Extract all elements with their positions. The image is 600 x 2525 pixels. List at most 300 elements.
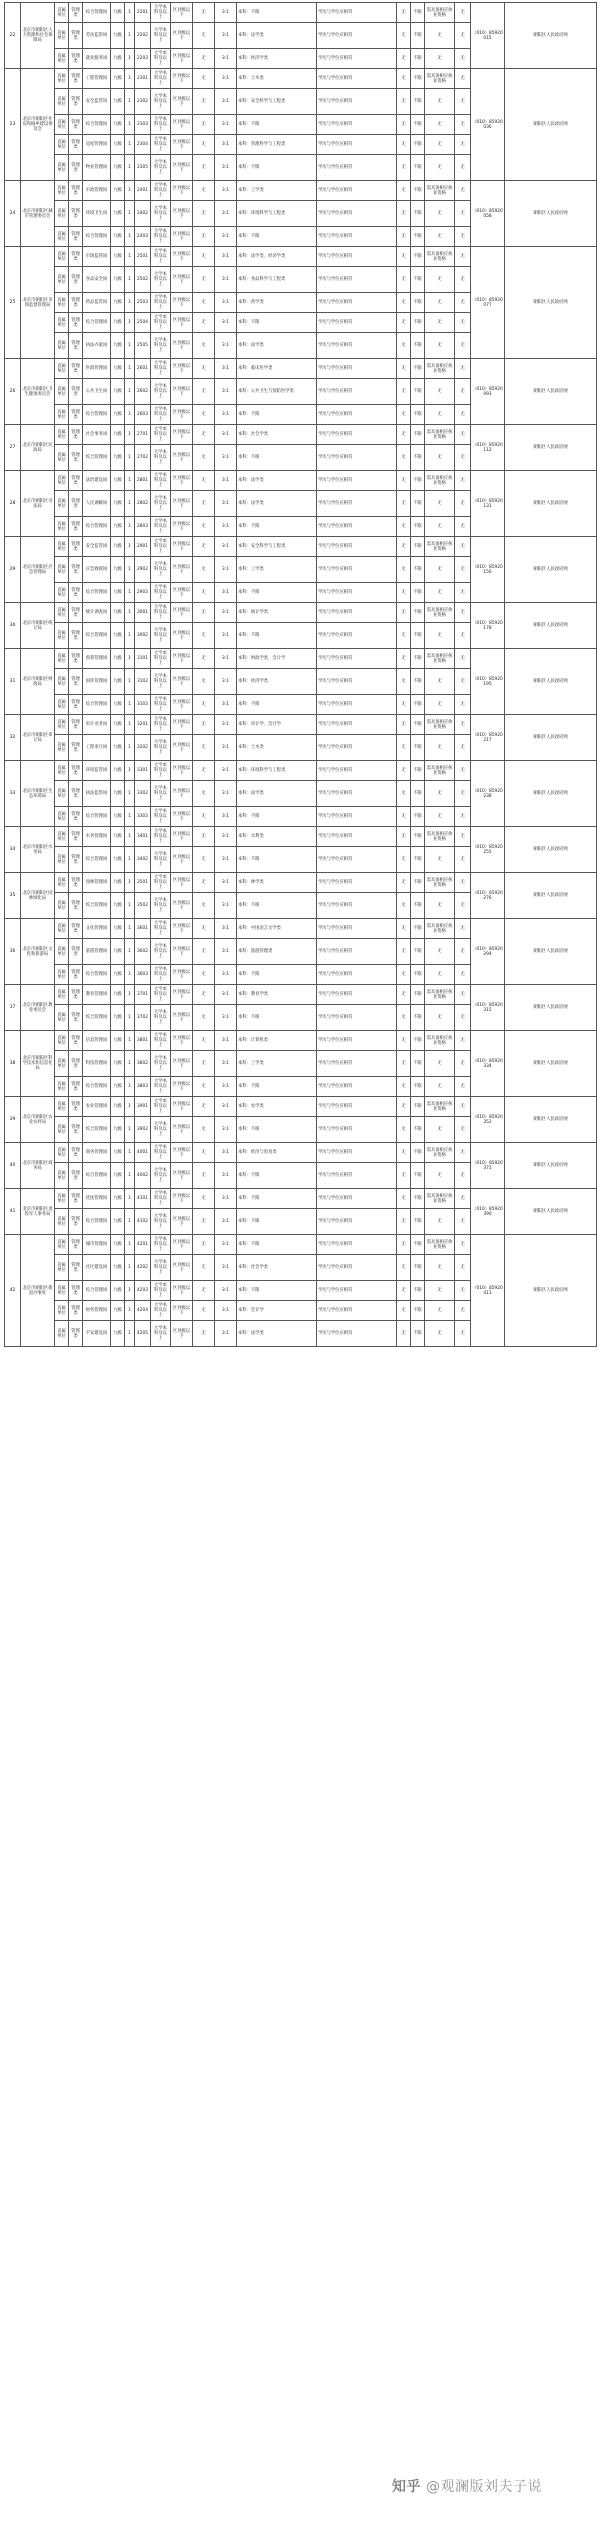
experience-cell: 无 <box>397 517 411 537</box>
major-prefix: 本科： <box>238 366 251 371</box>
ratio-cell: 3:1 <box>215 313 237 333</box>
website-cell: 朝阳区人民政府网 <box>505 425 597 471</box>
position-cell: 综合管理岗 <box>83 517 111 537</box>
agency-cell: 北京市朝阳区卫生健康委员会 <box>21 359 55 425</box>
degree-cell: 学历与学位应相符 <box>317 23 397 49</box>
test-cell: 无 <box>455 267 471 293</box>
position-cell: 综合管理岗 <box>83 847 111 873</box>
education-cell: 大学本科及以上 <box>151 1189 171 1209</box>
major-cell <box>237 893 317 919</box>
degree-cell: 学历与学位应相符 <box>317 247 397 267</box>
level-cell: 管理类 <box>69 201 83 227</box>
major-text: 安全科学与工程类 <box>250 544 286 549</box>
education-cell: 大学本科及以上 <box>151 761 171 781</box>
politics-cell: 无 <box>193 1143 215 1163</box>
politics-cell: 无 <box>193 1051 215 1077</box>
position-cell: 水务管理岗 <box>83 827 111 847</box>
unit-cell: 直属单位 <box>55 1005 69 1031</box>
table-row <box>5 715 597 735</box>
agency-cell: 北京市朝阳区农业农村局 <box>21 1097 55 1143</box>
degree-cell: 学历与学位应相符 <box>317 405 397 425</box>
major-prefix: 本科： <box>238 76 251 81</box>
experience-cell: 无 <box>397 965 411 985</box>
note-cell: 无 <box>425 1051 455 1077</box>
major-prefix: 本科： <box>238 992 251 997</box>
extra-cell: 不限 <box>411 227 425 247</box>
level-cell: 管理类 <box>69 715 83 735</box>
major-text: 旅游管理类 <box>250 949 273 954</box>
position-code-cell: 2401 <box>135 181 151 201</box>
level-cell: 管理类 <box>69 293 83 313</box>
experience-cell: 无 <box>397 715 411 735</box>
politics-cell: 无 <box>193 115 215 135</box>
position-cell: 综合管理岗 <box>83 313 111 333</box>
headcount-cell: 1 <box>125 761 135 781</box>
degree-cell: 学历与学位应相符 <box>317 735 397 761</box>
test-cell: 无 <box>455 1005 471 1031</box>
unit-cell: 直属单位 <box>55 227 69 247</box>
degree-cell: 学历与学位应相符 <box>317 939 397 965</box>
note-cell: 无 <box>425 623 455 649</box>
unit-cell: 直属单位 <box>55 247 69 267</box>
major-prefix: 本科： <box>238 277 251 282</box>
headcount-cell: 1 <box>125 379 135 405</box>
position-code-cell: 4002 <box>135 1163 151 1189</box>
headcount-cell: 1 <box>125 603 135 623</box>
degree-cell: 学历与学位应相符 <box>317 491 397 517</box>
major-prefix: 本科： <box>238 300 251 305</box>
major-text: 不限 <box>250 702 260 707</box>
extra-cell: 不限 <box>411 201 425 227</box>
grade-cell: 九级 <box>111 537 125 557</box>
ratio-cell: 3:1 <box>215 919 237 939</box>
phone-cell: （010）85920195 <box>471 649 505 715</box>
education-cell: 大学本科及以上 <box>151 471 171 491</box>
phone-cell: （010）85920371 <box>471 1143 505 1189</box>
level-cell: 管理类 <box>69 517 83 537</box>
extra-cell: 不限 <box>411 761 425 781</box>
ratio-cell: 3:1 <box>215 807 237 827</box>
position-code-cell: 3803 <box>135 1077 151 1097</box>
website-cell: 朝阳区人民政府网 <box>505 919 597 985</box>
headcount-cell: 1 <box>125 1301 135 1321</box>
group-number-cell: 24 <box>5 181 21 247</box>
unit-cell: 直属单位 <box>55 847 69 873</box>
education-cell: 大学本科及以上 <box>151 939 171 965</box>
position-code-cell: 4205 <box>135 1321 151 1347</box>
agency-cell: 北京市朝阳区司法局 <box>21 471 55 537</box>
major-cell <box>237 379 317 405</box>
note-cell: 需具备相应执业资格 <box>425 761 455 781</box>
ratio-cell: 3:1 <box>215 247 237 267</box>
ratio-cell: 3:1 <box>215 695 237 715</box>
extra-cell: 不限 <box>411 49 425 69</box>
headcount-cell: 1 <box>125 847 135 873</box>
unit-cell: 直属单位 <box>55 293 69 313</box>
grade-cell: 九级 <box>111 1235 125 1255</box>
position-code-cell: 3902 <box>135 1117 151 1143</box>
major-text: 不限 <box>250 1015 260 1020</box>
major-text: 公共卫生与预防医学类 <box>250 389 294 394</box>
district-cell: 区县级以下 <box>171 557 193 583</box>
experience-cell: 无 <box>397 247 411 267</box>
ratio-cell: 3:1 <box>215 1301 237 1321</box>
note-cell: 无 <box>425 517 455 537</box>
level-cell: 管理类 <box>69 379 83 405</box>
ratio-cell: 3:1 <box>215 1163 237 1189</box>
headcount-cell: 1 <box>125 3 135 23</box>
position-code-cell: 4001 <box>135 1143 151 1163</box>
unit-cell: 直属单位 <box>55 695 69 715</box>
politics-cell: 无 <box>193 89 215 115</box>
note-cell: 无 <box>425 735 455 761</box>
extra-cell: 不限 <box>411 135 425 155</box>
phone-cell: （010）85920058 <box>471 181 505 247</box>
position-code-cell: 3602 <box>135 939 151 965</box>
grade-cell: 九级 <box>111 247 125 267</box>
level-cell: 管理类 <box>69 985 83 1005</box>
position-code-cell: 4102 <box>135 1209 151 1235</box>
education-cell: 大学本科及以上 <box>151 69 171 89</box>
major-text: 农学类 <box>250 1104 264 1109</box>
major-prefix: 本科： <box>238 122 251 127</box>
unit-cell: 直属单位 <box>55 201 69 227</box>
experience-cell: 无 <box>397 1255 411 1281</box>
education-cell: 大学本科及以上 <box>151 23 171 49</box>
note-cell: 需具备相应执业资格 <box>425 919 455 939</box>
experience-cell: 无 <box>397 1031 411 1051</box>
education-cell: 大学本科及以上 <box>151 445 171 471</box>
extra-cell: 不限 <box>411 247 425 267</box>
headcount-cell: 1 <box>125 919 135 939</box>
test-cell: 无 <box>455 873 471 893</box>
position-cell: 综合管理岗 <box>83 893 111 919</box>
district-cell: 区县级以下 <box>171 333 193 359</box>
unit-cell: 直属单位 <box>55 181 69 201</box>
level-cell: 管理类 <box>69 23 83 49</box>
unit-cell: 直属单位 <box>55 3 69 23</box>
position-code-cell: 3501 <box>135 873 151 893</box>
position-code-cell: 3702 <box>135 1005 151 1031</box>
agency-cell: 北京市朝阳区科学技术和信息化局 <box>21 1031 55 1097</box>
grade-cell: 九级 <box>111 603 125 623</box>
grade-cell: 九级 <box>111 491 125 517</box>
major-text: 社会学类 <box>250 1265 269 1270</box>
extra-cell: 不限 <box>411 919 425 939</box>
education-cell: 大学本科及以上 <box>151 1301 171 1321</box>
grade-cell: 九级 <box>111 827 125 847</box>
major-text: 不限 <box>250 1173 260 1178</box>
unit-cell: 直属单位 <box>55 893 69 919</box>
grade-cell: 九级 <box>111 3 125 23</box>
test-cell: 无 <box>455 1143 471 1163</box>
position-code-cell: 2505 <box>135 333 151 359</box>
degree-cell: 学历与学位应相符 <box>317 1235 397 1255</box>
ratio-cell: 3:1 <box>215 69 237 89</box>
test-cell: 无 <box>455 827 471 847</box>
education-cell: 大学本科及以上 <box>151 695 171 715</box>
note-cell: 需具备相应执业资格 <box>425 1235 455 1255</box>
experience-cell: 无 <box>397 333 411 359</box>
test-cell: 无 <box>455 227 471 247</box>
education-cell: 大学本科及以上 <box>151 649 171 669</box>
position-code-cell: 2702 <box>135 445 151 471</box>
major-prefix: 本科： <box>238 903 251 908</box>
degree-cell: 学历与学位应相符 <box>317 761 397 781</box>
group-number-cell: 41 <box>5 1189 21 1235</box>
ratio-cell: 3:1 <box>215 735 237 761</box>
experience-cell: 无 <box>397 201 411 227</box>
website-cell: 朝阳区人民政府网 <box>505 359 597 425</box>
district-cell: 区县级以下 <box>171 623 193 649</box>
unit-cell: 直属单位 <box>55 89 69 115</box>
unit-cell: 直属单位 <box>55 471 69 491</box>
headcount-cell: 1 <box>125 135 135 155</box>
position-cell: 社会事务岗 <box>83 425 111 445</box>
extra-cell: 不限 <box>411 649 425 669</box>
test-cell: 无 <box>455 135 471 155</box>
major-text: 工学类 <box>250 188 264 193</box>
district-cell: 区县级以下 <box>171 23 193 49</box>
major-prefix: 本科： <box>238 972 251 977</box>
test-cell: 无 <box>455 583 471 603</box>
major-text: 安全科学与工程类 <box>250 99 286 104</box>
experience-cell: 无 <box>397 1005 411 1031</box>
major-prefix: 本科： <box>238 857 251 862</box>
extra-cell: 不限 <box>411 1301 425 1321</box>
education-cell: 大学本科及以上 <box>151 1077 171 1097</box>
extra-cell: 不限 <box>411 89 425 115</box>
level-cell: 管理类 <box>69 115 83 135</box>
politics-cell: 无 <box>193 557 215 583</box>
note-cell: 需具备相应执业资格 <box>425 1097 455 1117</box>
experience-cell: 无 <box>397 1281 411 1301</box>
note-cell: 无 <box>425 669 455 695</box>
district-cell: 区县级以下 <box>171 1209 193 1235</box>
extra-cell: 不限 <box>411 1235 425 1255</box>
major-cell <box>237 1163 317 1189</box>
education-cell: 大学本科及以上 <box>151 603 171 623</box>
headcount-cell: 1 <box>125 227 135 247</box>
experience-cell: 无 <box>397 695 411 715</box>
unit-cell: 直属单位 <box>55 359 69 379</box>
headcount-cell: 1 <box>125 1005 135 1031</box>
experience-cell: 无 <box>397 23 411 49</box>
unit-cell: 直属单位 <box>55 23 69 49</box>
major-prefix: 本科： <box>238 389 251 394</box>
test-cell: 无 <box>455 1255 471 1281</box>
level-cell: 管理类 <box>69 181 83 201</box>
experience-cell: 无 <box>397 939 411 965</box>
test-cell: 无 <box>455 649 471 669</box>
position-cell: 工程管理岗 <box>83 69 111 89</box>
education-cell: 大学本科及以上 <box>151 557 171 583</box>
table-row <box>5 1235 597 1255</box>
phone-cell: （010）85920294 <box>471 919 505 985</box>
position-cell: 就业服务岗 <box>83 49 111 69</box>
headcount-cell: 1 <box>125 1031 135 1051</box>
education-cell: 大学本科及以上 <box>151 1281 171 1301</box>
phone-cell: （010）85920217 <box>471 715 505 761</box>
experience-cell: 无 <box>397 1301 411 1321</box>
experience-cell: 无 <box>397 781 411 807</box>
test-cell: 无 <box>455 1051 471 1077</box>
extra-cell: 不限 <box>411 267 425 293</box>
extra-cell: 不限 <box>411 1077 425 1097</box>
position-cell: 综合管理岗 <box>83 623 111 649</box>
experience-cell: 无 <box>397 135 411 155</box>
level-cell: 管理类 <box>69 1301 83 1321</box>
major-prefix: 本科： <box>238 432 251 437</box>
major-prefix: 本科： <box>238 1173 251 1178</box>
headcount-cell: 1 <box>125 359 135 379</box>
extra-cell: 不限 <box>411 893 425 919</box>
headcount-cell: 1 <box>125 1097 135 1117</box>
table-row <box>5 537 597 557</box>
note-cell: 需具备相应执业资格 <box>425 827 455 847</box>
major-text: 经济与贸易类 <box>250 1150 277 1155</box>
table-row <box>5 471 597 491</box>
level-cell: 管理类 <box>69 313 83 333</box>
group-number-cell: 38 <box>5 1031 21 1097</box>
position-cell: 农业管理岗 <box>83 1097 111 1117</box>
politics-cell: 无 <box>193 1321 215 1347</box>
position-code-cell: 3103 <box>135 695 151 715</box>
grade-cell: 九级 <box>111 115 125 135</box>
education-cell: 大学本科及以上 <box>151 781 171 807</box>
politics-cell: 无 <box>193 1077 215 1097</box>
education-cell: 大学本科及以上 <box>151 985 171 1005</box>
major-prefix: 本科： <box>238 188 251 193</box>
level-cell: 管理类 <box>69 807 83 827</box>
education-cell: 大学本科及以上 <box>151 333 171 359</box>
test-cell: 无 <box>455 115 471 135</box>
note-cell: 需具备相应执业资格 <box>425 1031 455 1051</box>
degree-cell: 学历与学位应相符 <box>317 1143 397 1163</box>
district-cell: 区县级以下 <box>171 847 193 873</box>
headcount-cell: 1 <box>125 491 135 517</box>
district-cell: 区县级以下 <box>171 267 193 293</box>
major-cell <box>237 781 317 807</box>
ratio-cell: 3:1 <box>215 293 237 313</box>
level-cell: 管理类 <box>69 155 83 181</box>
education-cell: 大学本科及以上 <box>151 1031 171 1051</box>
unit-cell: 直属单位 <box>55 1189 69 1209</box>
level-cell: 管理类 <box>69 827 83 847</box>
major-cell <box>237 649 317 669</box>
ratio-cell: 3:1 <box>215 583 237 603</box>
position-code-cell: 3201 <box>135 715 151 735</box>
major-cell <box>237 1301 317 1321</box>
experience-cell: 无 <box>397 893 411 919</box>
note-cell: 无 <box>425 293 455 313</box>
grade-cell: 九级 <box>111 735 125 761</box>
grade-cell: 九级 <box>111 649 125 669</box>
ratio-cell: 3:1 <box>215 333 237 359</box>
major-cell <box>237 181 317 201</box>
note-cell: 无 <box>425 1077 455 1097</box>
note-cell: 需具备相应执业资格 <box>425 603 455 623</box>
phone-cell: （010）85920131 <box>471 471 505 537</box>
position-cell: 商务管理岗 <box>83 1143 111 1163</box>
position-code-cell: 3802 <box>135 1051 151 1077</box>
degree-cell: 学历与学位应相符 <box>317 1301 397 1321</box>
note-cell: 需具备相应执业资格 <box>425 985 455 1005</box>
note-cell: 需具备相应执业资格 <box>425 359 455 379</box>
education-cell: 大学本科及以上 <box>151 537 171 557</box>
phone-cell: （010）85920156 <box>471 537 505 603</box>
politics-cell: 无 <box>193 491 215 517</box>
education-cell: 大学本科及以上 <box>151 583 171 603</box>
position-cell: 应急救援岗 <box>83 557 111 583</box>
test-cell: 无 <box>455 623 471 649</box>
degree-cell: 学历与学位应相符 <box>317 379 397 405</box>
ratio-cell: 3:1 <box>215 471 237 491</box>
major-prefix: 本科： <box>238 254 251 259</box>
education-cell: 大学本科及以上 <box>151 1143 171 1163</box>
major-prefix: 本科： <box>238 1265 251 1270</box>
level-cell: 管理类 <box>69 1097 83 1117</box>
experience-cell: 无 <box>397 445 411 471</box>
unit-cell: 直属单位 <box>55 649 69 669</box>
major-cell <box>237 405 317 425</box>
experience-cell: 无 <box>397 807 411 827</box>
major-cell <box>237 695 317 715</box>
politics-cell: 无 <box>193 847 215 873</box>
grade-cell: 九级 <box>111 1117 125 1143</box>
note-cell: 无 <box>425 557 455 583</box>
major-cell <box>237 115 317 135</box>
major-cell <box>237 1051 317 1077</box>
headcount-cell: 1 <box>125 201 135 227</box>
degree-cell: 学历与学位应相符 <box>317 333 397 359</box>
group-number-cell: 27 <box>5 425 21 471</box>
district-cell: 区县级以下 <box>171 471 193 491</box>
education-cell: 大学本科及以上 <box>151 965 171 985</box>
headcount-cell: 1 <box>125 1255 135 1281</box>
major-prefix: 本科： <box>238 478 251 483</box>
extra-cell: 不限 <box>411 445 425 471</box>
major-prefix: 本科： <box>238 567 251 572</box>
level-cell: 管理类 <box>69 537 83 557</box>
education-cell: 大学本科及以上 <box>151 715 171 735</box>
test-cell: 无 <box>455 695 471 715</box>
district-cell: 区县级以下 <box>171 669 193 695</box>
politics-cell: 无 <box>193 623 215 649</box>
table-row <box>5 3 597 23</box>
headcount-cell: 1 <box>125 445 135 471</box>
unit-cell: 直属单位 <box>55 715 69 735</box>
website-cell: 朝阳区人民政府网 <box>505 69 597 181</box>
ratio-cell: 3:1 <box>215 893 237 919</box>
website-cell: 朝阳区人民政府网 <box>505 715 597 761</box>
group-number-cell: 35 <box>5 873 21 919</box>
education-cell: 大学本科及以上 <box>151 1209 171 1235</box>
level-cell: 管理类 <box>69 267 83 293</box>
unit-cell: 直属单位 <box>55 985 69 1005</box>
note-cell: 需具备相应执业资格 <box>425 537 455 557</box>
website-cell: 朝阳区人民政府网 <box>505 827 597 873</box>
major-cell <box>237 873 317 893</box>
test-cell: 无 <box>455 293 471 313</box>
position-cell: 科技管理岗 <box>83 1051 111 1077</box>
position-cell: 综合管理岗 <box>83 583 111 603</box>
degree-cell: 学历与学位应相符 <box>317 807 397 827</box>
test-cell: 无 <box>455 155 471 181</box>
major-prefix: 本科： <box>238 1331 251 1336</box>
district-cell: 区县级以下 <box>171 1255 193 1281</box>
education-cell: 大学本科及以上 <box>151 873 171 893</box>
